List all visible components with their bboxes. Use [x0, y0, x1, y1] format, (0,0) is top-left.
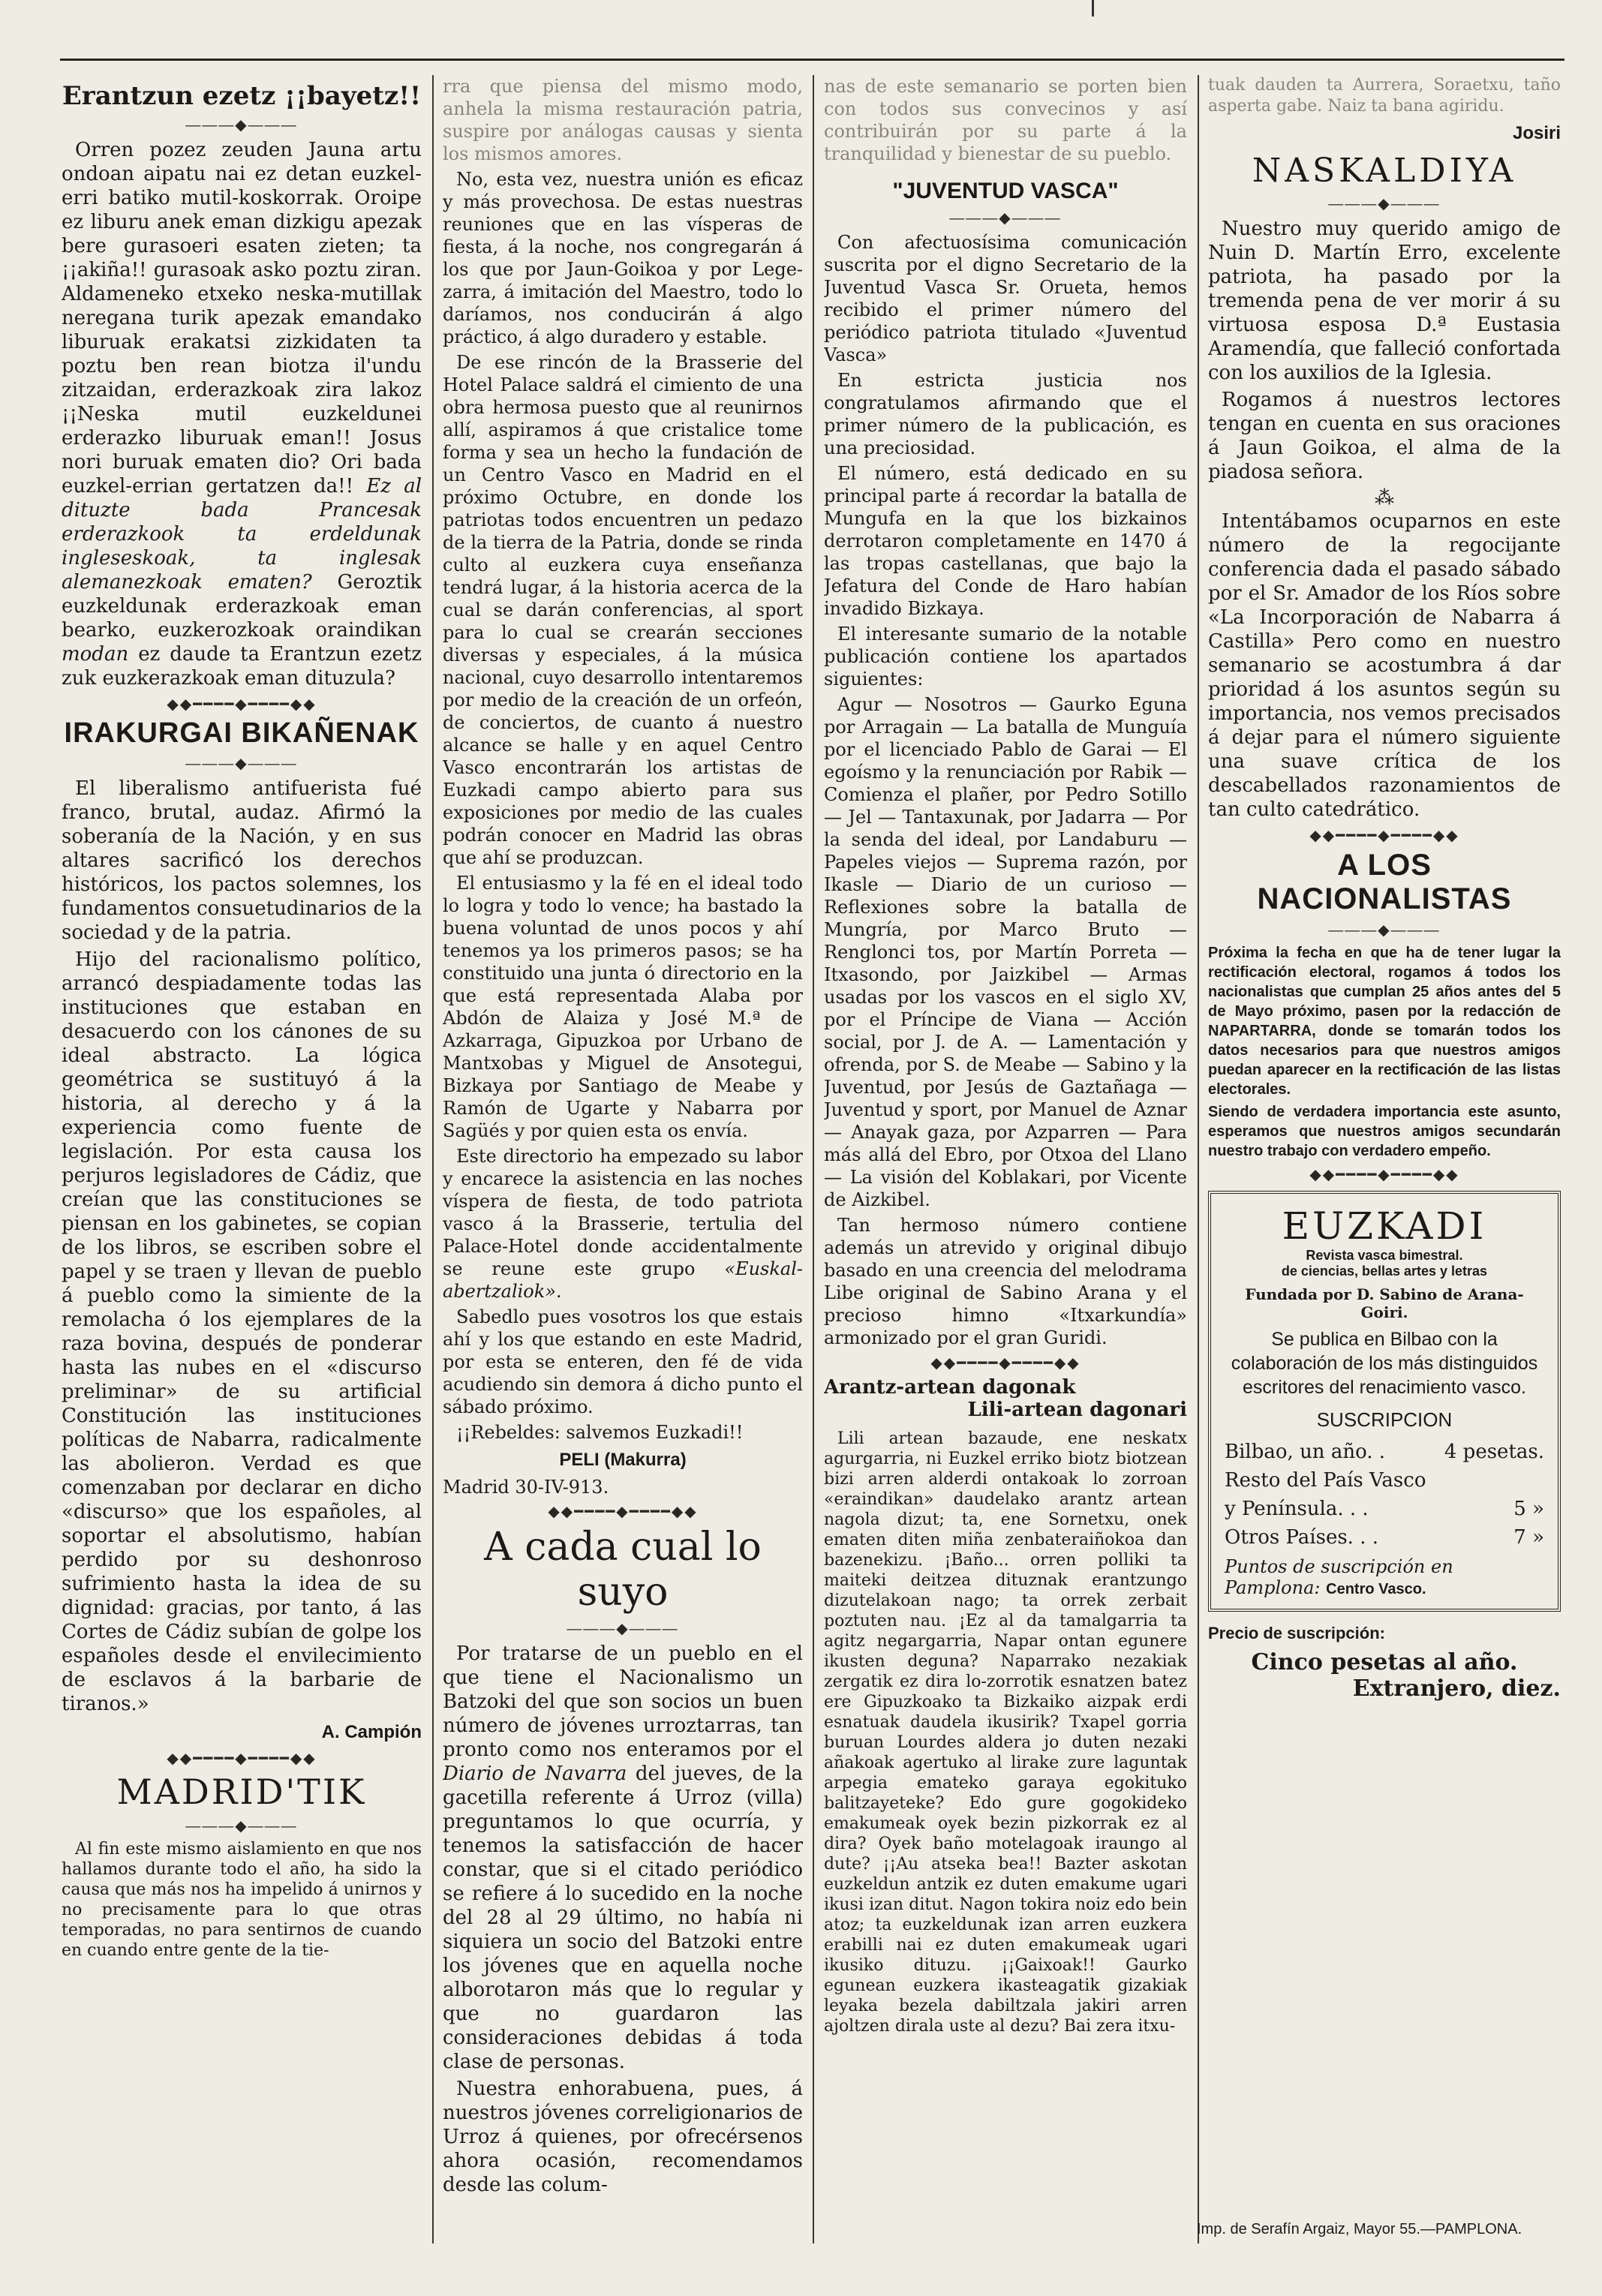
- header-rule: [60, 59, 1564, 61]
- article-text: Sabedlo pues vosotros los que estais ahí y los que estando en este Madrid, por esta se enteren, den fé de vida acudiendo sin demora á dicho punto el sábado próximo.: [443, 1306, 803, 1417]
- ornament-divider: ―――◆―――: [1328, 921, 1441, 939]
- price-heading: Precio de suscripción:: [1208, 1624, 1385, 1642]
- notice-block: [1208, 943, 1561, 1161]
- article-text: Lili artean bazaude, ene neskatx agurgarria, ni Euzkel erriko biotz biotzean bizi arren alderdi ontakoak lo zorroan «eraindikan» daudelako arantz artean nagola dizut; ta, ene Sornetxu, onek ematen diten miña zenbateraiñokoa dan bazenekizu. ¡Baño... orren polliki ta maiteki deitzea dituznak erantzungo dizutelakoan nago; ta orrek zerbait poztuten nau. ¡Ez al da tamalgarria ta agitz negargarria, Napar ontan egunere ikusten deguna? Naparrako nezakiak zergatik ez dira lo-zorrotik esnatzen batez ere Gipuzkoako ta Bizkaiko aizpak erdi esnatuak daudela ikusirik? Txapel gorria buruan Lourdes aldera jo duten nezaki añakoak agertuko al lirake zure laguntak arpegia emateko garaya egokituko balitzayeteke? Edo gure gogokideko emakumeak oyek bezin pizkorrak ez al dira? Oyek baño motelagoak iraungo al dute? ¡¡Au atseka bea!! Bazter askotan euzkeldun antzik ez duten emakume ugari ikusi izan ditut. Nagon tokira noiz edo bein atoz; ta euzkeldunak izan arren euzkera erabilli nai ez duten emakumeak ugari ikusiko dituzu. ¡¡Gaixoak!! Gaurko egunean euzkera ikasteagatik gizakiak leyaka bezela dabiltzala jakiri arren ajoltzen dirala uste al dezu? Bai zera itxu-: [824, 1429, 1187, 2036]
- section-title: IRAKURGAI BIKAÑENAK: [64, 717, 419, 749]
- ornament-divider: ―――◆―――: [1328, 194, 1441, 212]
- author-signature: PELI (Makurra): [559, 1450, 687, 1470]
- section-subtitle: Lili-artean dagonari: [967, 1399, 1187, 1421]
- article-text: Hijo del racionalismo político, arrancó despiadamente todas las instituciones que estaban en desacuerdo con los cánones de su ideal abstracto. La lógica geométrica se sustituyó á la historia, al derecho y á la experiencia como fuente de legislación. Por esta causa los perjuros legisladores de Cádiz, que creían que las constituciones se piensan en los gabinetes, se copian de los libros, se escriben sobre el papel y se traen y llevan de pueblo á pueblo como la simiente de la remolacha ó los ejemplares de la raza bovina, después de ponderar hasta las nubes en el «discurso preliminar» de su artificial Constitución las instituciones políticas de Nabarra, radicalmente las abolieron. Verdad es que comenzaban por declarar en dicho «discurso» que los españoles, al soportar el absolutismo, habían perdido por su deshonroso sufrimiento hasta la idea de su dignidad: gracias, por tanto, á las Cortes de Cádiz subían de golpe los españoles desde el envilecimiento de esclavos á la barbarie de tiranos.»: [62, 948, 422, 1715]
- article-text: Agur — Nosotros — Gaurko Eguna por Arragain — La batalla de Munguía por el licenciado Pablo de Garai — El egoísmo y la renunciación por Rabik — Comienza el plañer, por Pedro Sotillo — Jel — Tantaxunak, por Jadarra — Por la senda del ideal, por Landaburu — Papeles viejos — Suprema razón, por Ikasle — Diario de un curioso — Reflexiones sobre la batalla de Mungría, por Marco Bruto — Renglonci tos, por Martín Porreta — Itxasondo, por Jaizkibel — Armas usadas por los vascos en el siglo XV, por el Príncipe de Viana — Acción social, por J. de A. — Lamentación y ofrenda, por S. de Meabe — Sabino y la Juventud, por Jesús de Gaztañaga — Juventud y sport, por Manuel de Aznar — Anayak gaza, por Azparren — Para más allá del Ebro, por Otxoa del Llano — La visión del Koblakari, por Vicente de Aizkibel.: [824, 694, 1187, 1210]
- article-title: Erantzun ezetz ¡¡bayetz!!: [62, 81, 422, 111]
- price-row: Bilbao, un año. . 4 pesetas.: [1225, 1441, 1544, 1463]
- section-title: A LOS NACIONALISTAS: [1257, 849, 1512, 915]
- ad-line: Revista vasca bimestral.: [1306, 1248, 1463, 1263]
- article-text: Orren pozez zeuden Jauna artu ondoan aipatu nai ez detan euzkel-erri batiko mutil-koskorrak. Oroipe ez liburu anek eman dizkigu apezak bere gurasoeri esaten zieten; ta ¡¡akiña!! gurasoak asko poztu ziran. Aldameneko etxeko neska-mutillak neregana turik apezak emandako liburuak erakatsi zizkidaten ta poztu ben rean biotza il'undu zitzaidan, erderazkoak zira lakoz ¡¡Neska mutil euzkeldunei erderazko liburuak eman!! Josus nori buruak ematen dio? Ori bada euzkel-errian gertatzen da!! Ez al dituzte bada Prancesak erderazkook ta erdeldunak ingleseskoak, ta inglesak alemanezkoak ematen? Geroztik euzkeldunak erderazkoak eman bearko, euzkerozkoak oraindikan modan ez daude ta Erantzun ezetz zuk euzkerazkoak eman dituzula?: [62, 139, 422, 690]
- column-separator: [813, 75, 814, 2243]
- price-row: Resto del País Vasco: [1225, 1469, 1426, 1492]
- column-2: [443, 75, 803, 2243]
- ornament-divider: ◆◆━━━━◆━━━━◆◆: [167, 695, 317, 713]
- printer-imprint: Imp. de Serafín Argaiz, Mayor 55.—PAMPLONA.: [1197, 2221, 1522, 2237]
- ornament-divider: ◆◆━━━━◆━━━━◆◆: [548, 1502, 698, 1520]
- ornament-divider: ―――◆―――: [185, 754, 298, 772]
- ornament-divider: ◆◆━━━━◆━━━━◆◆: [1309, 1165, 1459, 1183]
- article-text: No, esta vez, nuestra unión es eficaz y más provechosa. De estas nuestras reuniones que en las vísperas de fiesta, á la noche, nos congregarán á los que por Jaun-Goikoa y por Lege-zarra, á imitación del Maestro, todo lo daríamos, nos conducirán á algo práctico, á algo duradero y estable.: [443, 169, 803, 347]
- asterism: ⁂: [1375, 487, 1394, 509]
- ad-line: de ciencias, bellas artes y letras: [1281, 1264, 1488, 1279]
- section-title: "JUVENTUD VASCA": [892, 179, 1119, 203]
- ad-title: EUZKADI: [1282, 1204, 1487, 1248]
- author-signature: A. Campión: [321, 1722, 422, 1742]
- article-text: Intentábamos ocuparnos en este número de la regocijante conferencia dada el pasado sábado por el Sr. Amador de los Ríos sobre «La Incorporación de Nabarra á Castilla» Pero como en nuestro semanario se acostumbra á dar prioridad á los asuntos según su importancia, nos vemos precisados á dejar para el número siguiente una suave crítica de los descabellados razonamientos de tan culto catedrático.: [1208, 510, 1561, 821]
- ornament-divider: ―――◆―――: [567, 1619, 679, 1637]
- price-row: y Península. . . 5 »: [1225, 1498, 1544, 1520]
- dateline: Madrid 30-IV-913.: [443, 1477, 609, 1498]
- article-text: Rogamos á nuestros lectores tengan en cuenta en sus oraciones á Jaun Goikoa, el alma de la piadosa señora.: [1208, 389, 1561, 483]
- article-text: El interesante sumario de la notable publicación contiene los apartados siguientes:: [824, 624, 1187, 690]
- article-text: El entusiasmo y la fé en el ideal todo lo logra y todo lo vence; ha bastado la buena voluntad de unos pocos y ahí tenemos ya los primeros pasos; se ha constituido una junta ó directorio en la que está representada Alaba por Abdón de Alaiza y José M.ª de Azkarraga, Gipuzkoa por Urbano de Mantxobas y Miguel de Ansotegui, Bizkaya por Santiago de Meabe y Ramón de Ugarte y Nabarra por Sagüés y por quien esta os envía.: [443, 873, 803, 1141]
- column-separator: [1198, 75, 1199, 2243]
- section-title: NASKALDIYA: [1252, 152, 1517, 190]
- article-text: ¡¡Rebeldes: salvemos Euzkadi!!: [456, 1422, 744, 1443]
- article-text: De ese rincón de la Brasserie del Hotel Palace saldrá el cimiento de una obra hermosa puesto que al reunirnos allí, aspiramos á que cristalice tome forma y sea un hecho la fundación de un Centro Vasco en Madrid en el próximo Octubre, en donde los patriotas todos encuentren un pedazo de la tierra de la Patria, donde se rinda culto al euzkera cuya enseñanza tendrá lugar, á la historia acerca de la cual se darán conferencias, al sport para lo cual se crearán secciones diversas y especiales, á la música nacional, cuyo desarrollo intentaremos por medio de la creación de un orfeón, de conciertos, de cuanto á nuestro alcance se halle y en aquel Centro Vasco encontrarán los artistas de Euzkadi campo abierto para sus exposiciones por medio de las cuales podrán conocer en Madrid las obras que ahí se produzcan.: [443, 352, 803, 868]
- top-rule-mark: [1092, 0, 1094, 17]
- column-separator: [432, 75, 434, 2243]
- section-title: A cada cual lo suyo: [484, 1525, 762, 1615]
- ad-line: Fundada por D. Sabino de Arana-Goiri.: [1245, 1285, 1524, 1321]
- price-line: Cinco pesetas al año.: [1251, 1649, 1518, 1675]
- section-title: MADRID'TIK: [116, 1772, 367, 1812]
- article-text: Al fin este mismo aislamiento en que nos hallamos durante todo el año, ha sido la causa que más nos ha impelido á unirnos y no precisamente para lo que otras temporadas, no para sentirnos de cuando en cuando entre gente de la tie-: [62, 1840, 422, 1960]
- ornament-divider: ―――◆―――: [949, 209, 1062, 227]
- ornament-divider: ◆◆━━━━◆━━━━◆◆: [930, 1354, 1081, 1372]
- author-signature: Josiri: [1512, 123, 1561, 143]
- article-text: tuak dauden ta Aurrera, Soraetxu, taño asperta gabe. Naiz ta bana agiridu.: [1208, 76, 1561, 116]
- ornament-divider: ―――◆―――: [185, 116, 298, 134]
- article-text: Con afectuosísima comunicación suscrita por el digno Secretario de la Juventud Vasca Sr. Orueta, hemos recibido el primer número del periódico patriota titulado «Juventud Vasca»: [824, 232, 1187, 365]
- article-text: El liberalismo antifuerista fué franco, brutal, audaz. Afirmó la soberanía de la Nación, y en sus altares sacrificó los derechos históricos, los pactos solemnes, los fundamentos consuetudinarios de la sociedad y de la patria.: [62, 777, 422, 944]
- price-line: Extranjero, diez.: [1352, 1675, 1561, 1702]
- ornament-divider: ◆◆━━━━◆━━━━◆◆: [1309, 826, 1459, 844]
- subscription-points: Puntos de suscripción en Pamplona: Centro Vasco.: [1225, 1556, 1453, 1598]
- column-3: [824, 75, 1187, 2243]
- subscription-heading: SUSCRIPCION: [1316, 1408, 1453, 1431]
- article-text: nas de este semanario se porten bien con todos sus convecinos y así contribuirán por su parte á la tranquilidad y bienestar de su pueblo.: [824, 76, 1187, 164]
- article-text: Nuestra enhorabuena, pues, á nuestros jóvenes correligionarios de Urroz á quienes, por ofrecérsenos ahora ocasión, recomendamos desde las colum-: [443, 2078, 803, 2196]
- notice-text: Próxima la fecha en que ha de tener lugar la rectificación electoral, rogamos á todos los nacionalistas que cumplan 25 años antes del 5 de Mayo próximo, pasen por la redacción de NAPARTARRA, donde se tomarán todos los datos necesarios para que nuestros amigos puedan aparecer en la rectificación de las listas electorales.: [1208, 945, 1561, 1098]
- article-text: Nuestro muy querido amigo de Nuin D. Martín Erro, excelente patriota, ha pasado por la tremenda pena de ver morir á su virtuosa esposa D.ª Eustasia Aramendía, que falleció confortada con los auxilios de la Iglesia.: [1208, 218, 1561, 384]
- article-text: Este directorio ha empezado su labor y encarece la asistencia en las noches víspera de fiesta, de todo patriota vasco á la Brasserie, tertulia del Palace-Hotel donde accidentalmente se reune este grupo «Euskal-abertzaliok».: [443, 1146, 803, 1302]
- article-text: Por tratarse de un pueblo en el que tiene el Nacionalismo un Batzoki del que son socios un buen número de jóvenes urroztarras, tan pronto como nos enteramos por el Diario de Navarra del jueves, de la gacetilla referente á Urroz (villa) preguntamos lo que ocurría, y tenemos la satisfacción de hacer constar, que si el citado periódico se refiere á lo sucedido en la noche del 28 al 29 último, no había ni siquiera un socio del Batzoki entre los jóvenes que en aquella noche alborotaron más que lo regular y que no guardaron las consideraciones debidas á toda clase de personas.: [443, 1642, 803, 2073]
- column-4: [1208, 75, 1561, 2213]
- article-text: Tan hermoso número contiene además un atrevido y original dibujo basado en una creencia del melodrama Libe original de Sabino Arana y el precioso himno «Itxarkundía» armonizado por el gran Guridi.: [824, 1215, 1187, 1348]
- column-1: [62, 75, 422, 2243]
- euzkadi-advertisement: [1208, 1191, 1561, 1612]
- price-row: Otros Países. . . 7 »: [1225, 1526, 1544, 1549]
- ornament-divider: ◆◆━━━━◆━━━━◆◆: [167, 1749, 317, 1767]
- article-text: El número, está dedicado en su principal parte á recordar la batalla de Mungufa en la que los bizkainos derrotaron completamente en 1470 á las tropas castellanas, que bajo la Jefatura del Conde de Haro habían invadido Bizkaya.: [824, 463, 1187, 619]
- section-title: Arantz-artean dagonak: [824, 1376, 1076, 1399]
- notice-text: Siendo de verdadera importancia este asunto, esperamos que nuestros amigos secundarán nuestro trabajo con verdadero empeño.: [1208, 1104, 1561, 1159]
- article-text: rra que piensa del mismo modo, anhela la misma restauración patria, suspire por análogas causas y sienta los mismos amores.: [443, 76, 803, 164]
- article-text: En estricta justicia nos congratulamos afirmando que el primer número de la publicación, es una preciosidad.: [824, 370, 1187, 458]
- ornament-divider: ―――◆―――: [185, 1817, 298, 1835]
- ad-description: Se publica en Bilbao con la colaboración de los más distinguidos escritores del renacimiento vasco.: [1231, 1329, 1538, 1398]
